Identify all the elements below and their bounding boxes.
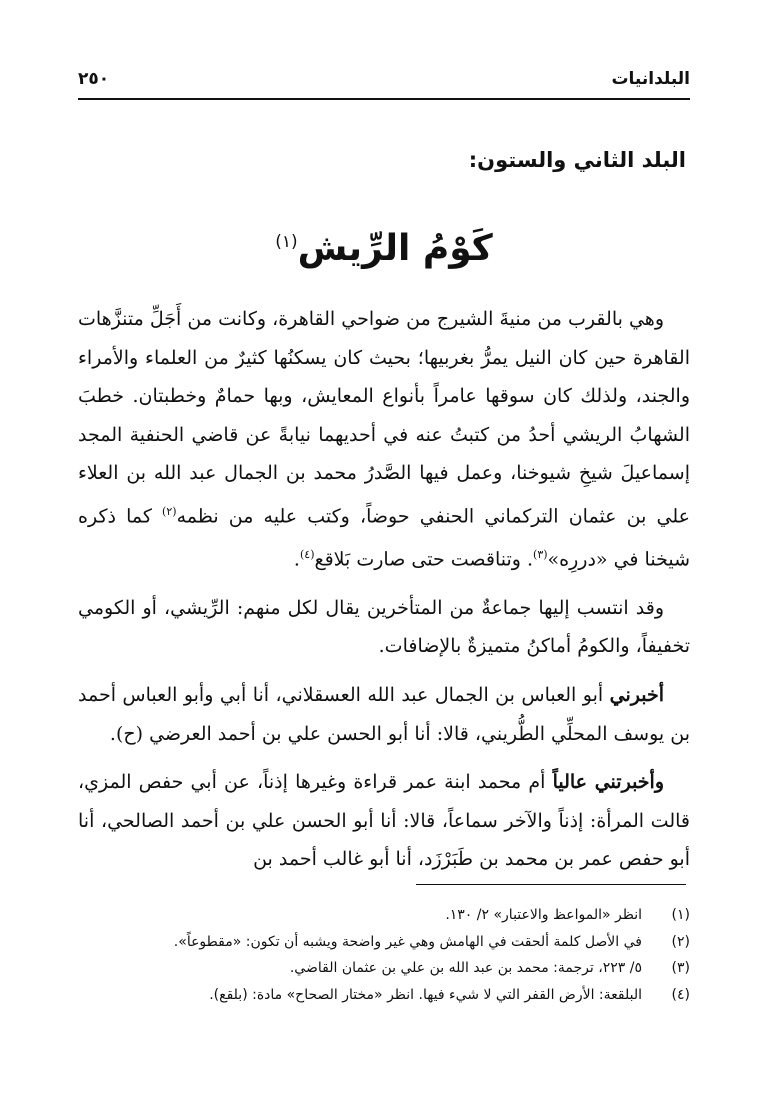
running-header [78, 62, 690, 96]
paragraph-4-lead: وأخبرتني عالياً [552, 771, 664, 794]
entry-title [78, 212, 690, 279]
footnote-ref-2: (٢) [162, 504, 177, 518]
paragraph-1-text-4: . [293, 548, 300, 571]
footnote-text: في الأصل كلمة ألحقت في الهامش وهي غير واضحة ويشبه أن تكون: «مقطوعاً». [173, 933, 642, 950]
paragraph-3-lead: أخبرني [609, 684, 664, 706]
footnote-text: ٥/ ٢٢٣، ترجمة: محمد بن عبد الله بن علي بن عثمان القاضي. [289, 960, 642, 976]
paragraph-4-text: أم محمد ابنة عمر قراءة وغيرها إذناً، عن أبي حفص المزي، قالت المرأة: إذناً والآخر سماعاً، قالا: أنا أبو الحسن علي بن أحمد الصالحي، أنا أبو حفص عمر بن محمد بن طَبَرْزَد، أنا أبو غالب أحمد بن [78, 771, 690, 871]
paragraph-1-text-2: كما ذكره شيخنا في «دررِه» [78, 505, 690, 571]
footnote-3 [78, 955, 690, 982]
footnotes [78, 902, 690, 1008]
footnote-divider [416, 884, 686, 885]
footnote-text: انظر «المواعظ والاعتبار» ٢/ ١٣٠. [445, 907, 642, 923]
footnote-number: (١) [671, 907, 690, 923]
paragraph-1-text: وهي بالقرب من منيةَ الشيرج من ضواحي القاهرة، وكانت من أَجَلِّ متنزَّهات القاهرة حين كان النيل يمرُّ بغربيها؛ بحيث كان يسكنُها كثيرٌ من العلماء والأمراء والجند، ولذلك كان سوقها عامراً بأنواع المعايش، وبها حمامٌ وخطبتان. خطبَ الشهابُ الريشي أحدُ من كتبتُ عنه في أحديهما نيابةً عن قاضي الحنفية المجد إسماعيلَ شيخِ شيوخنا، وعمل فيها الصَّدرُ محمد بن الجمال عبد الله بن العلاء علي بن عثمان التركماني الحنفي حوضاً، وكتب عليه من نظمه [78, 308, 690, 528]
paragraph-4 [78, 763, 690, 879]
entry-title-text: كَوْمُ الرِّيش [297, 228, 493, 269]
header-divider [78, 98, 690, 100]
page-number: ٢٥٠ [78, 69, 110, 89]
paragraph-3-text: أبو العباس بن الجمال عبد الله العسقلاني، أنا أبي وأبو العباس أحمد بن يوسف المحلِّي الطُّريني، قالا: أنا أبو الحسن علي بن أحمد العرضي (ح). [78, 684, 690, 745]
footnote-ref-1: (١) [275, 232, 298, 252]
footnote-ref-3: (٣) [533, 547, 548, 561]
footnote-2 [78, 929, 690, 956]
footnote-ref-4: (٤) [299, 547, 315, 561]
main-text [78, 300, 690, 889]
section-heading: البلد الثاني والستون: [468, 148, 686, 172]
footnote-number: (٢) [671, 933, 690, 950]
footnote-number: (٣) [671, 960, 690, 976]
paragraph-3 [78, 676, 690, 753]
footnote-text: البلقعة: الأرض القفر التي لا شيء فيها. انظر «مختار الصحاح» مادة: (بلقع). [209, 986, 642, 1003]
footnote-number: (٤) [671, 986, 690, 1003]
footnote-1 [78, 902, 690, 929]
paragraph-2: وقد انتسب إليها جماعةٌ من المتأخرين يقال لكل منهم: الرِّيشي، أو الكومي تخفيفاً، والكومُ أماكنُ متميزةٌ بالإضافات. [78, 596, 690, 658]
running-title: البلدانيات [611, 69, 690, 89]
paragraph-1 [78, 300, 690, 579]
paragraph-1-text-3: . وتناقصت حتى صارت بَلاقع [314, 548, 534, 571]
footnote-4 [78, 982, 690, 1009]
